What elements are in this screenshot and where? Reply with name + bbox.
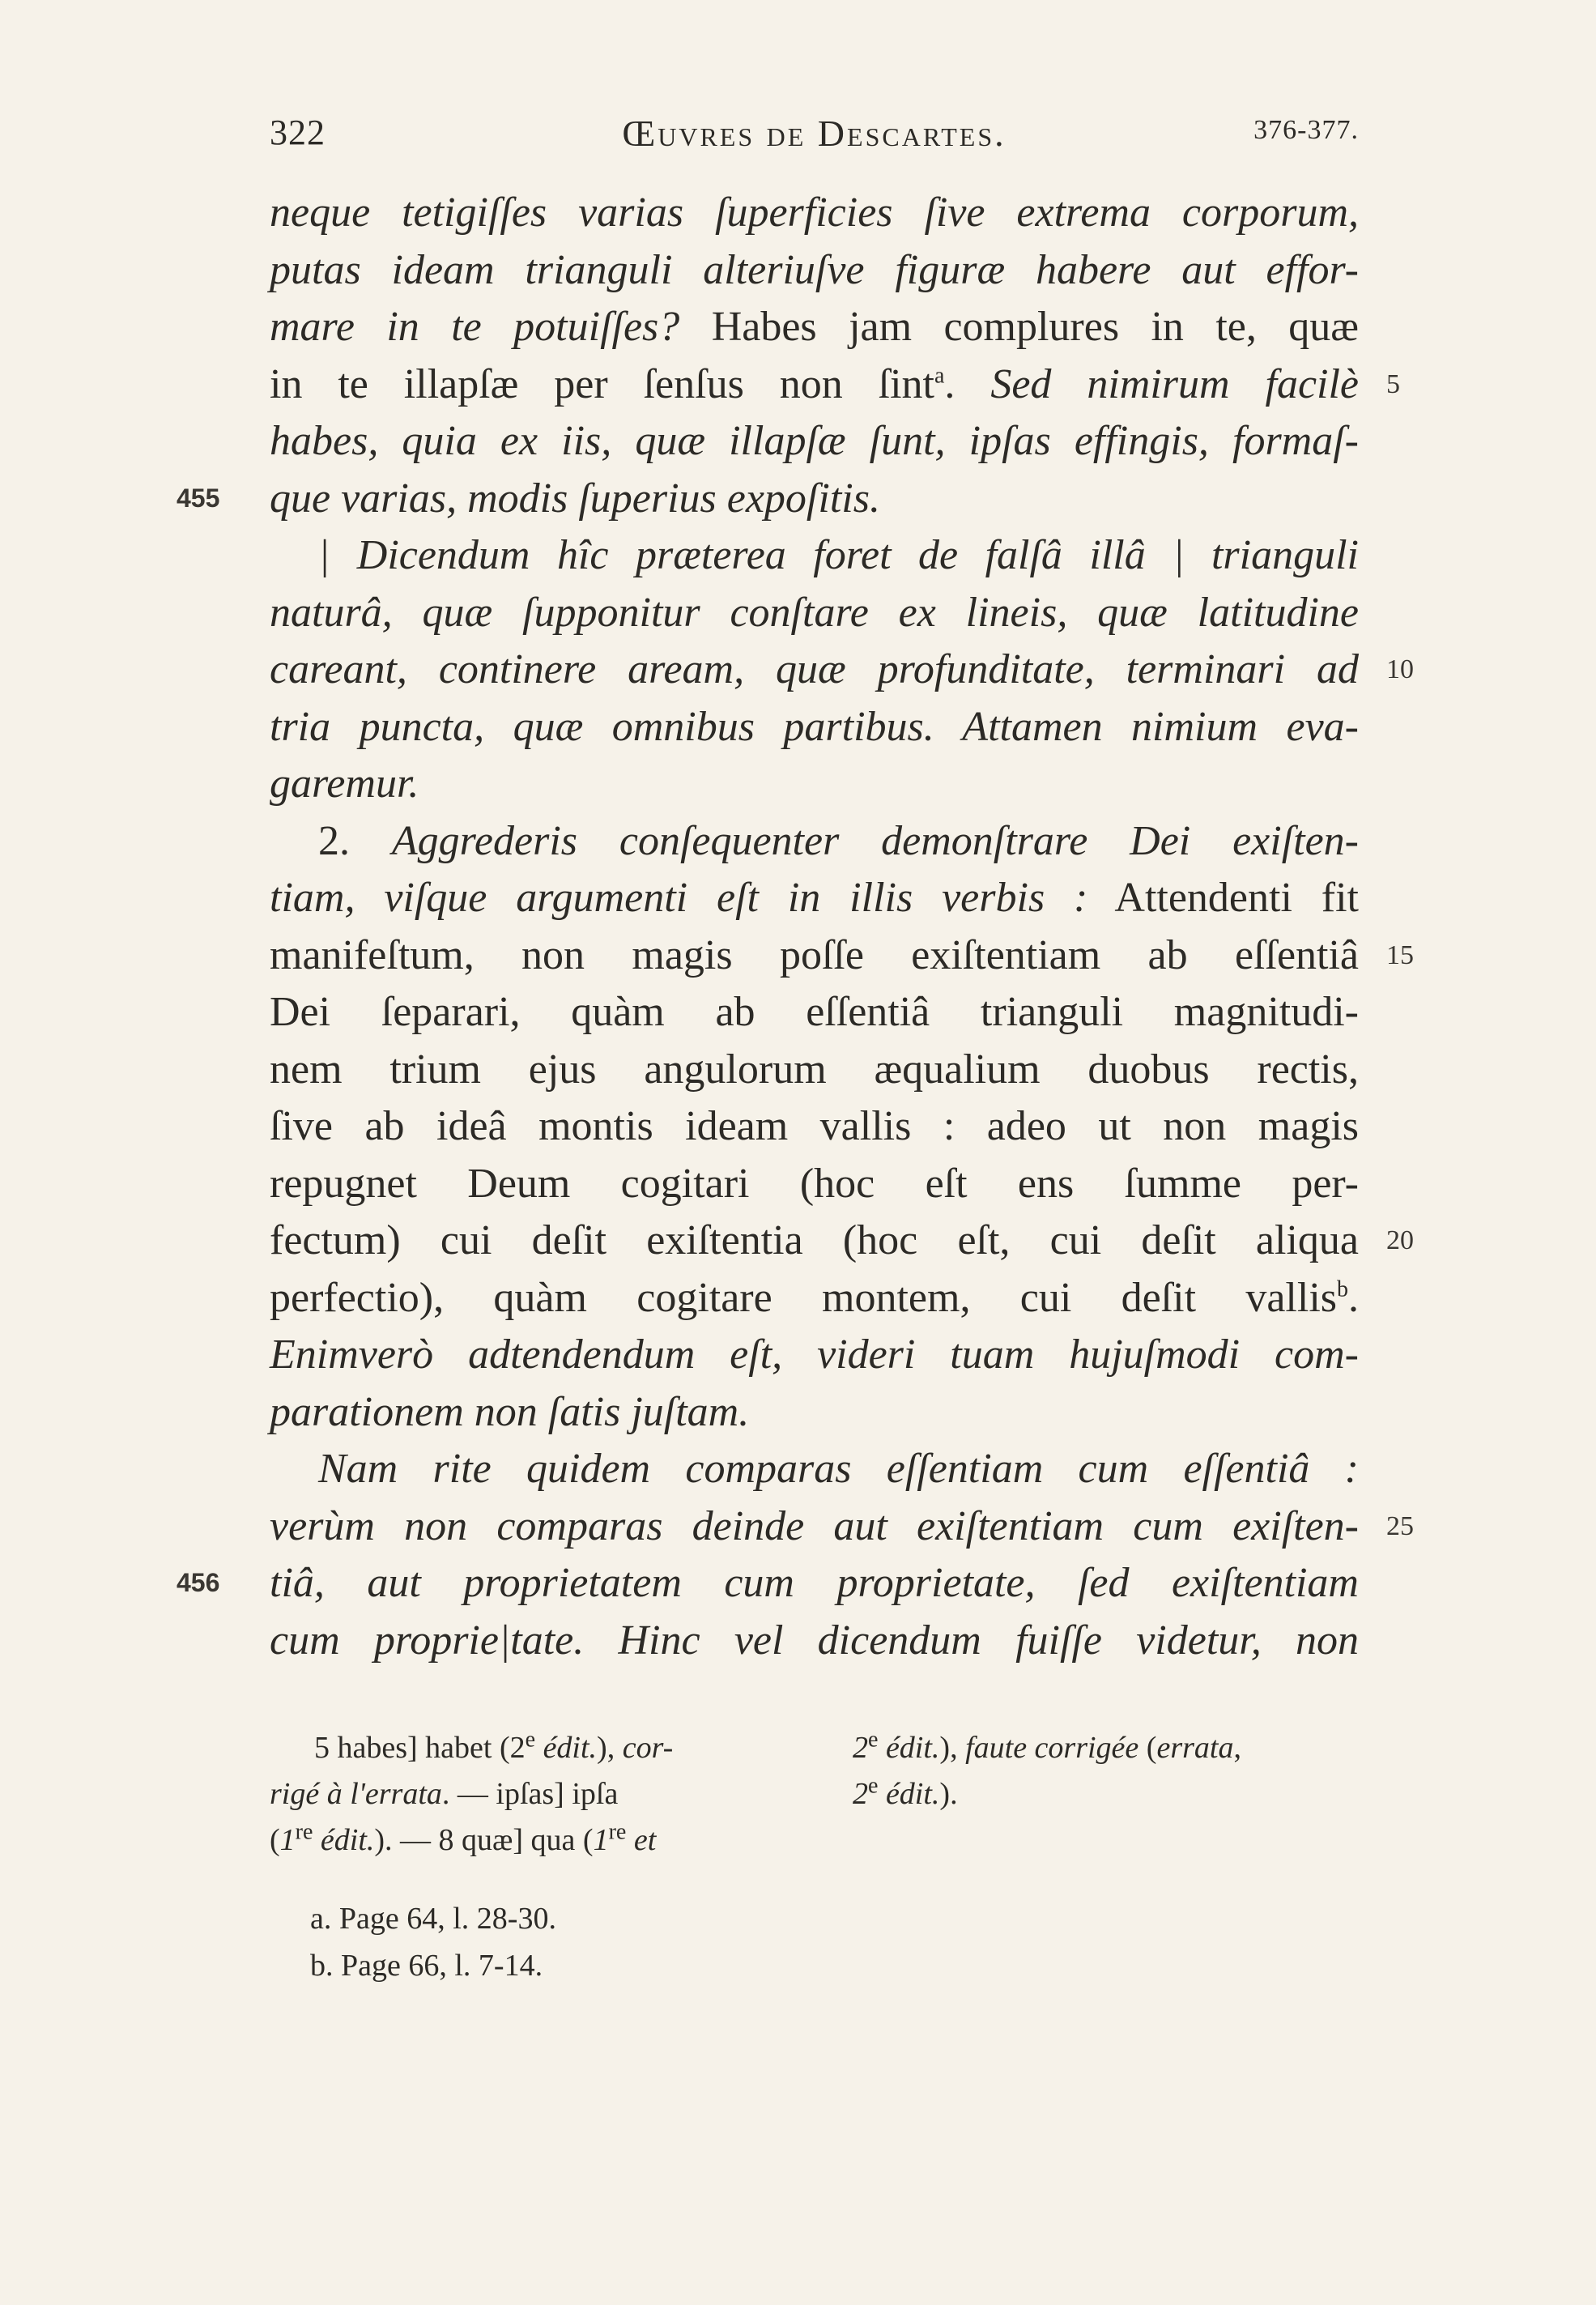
line-number: 15 xyxy=(1386,939,1414,970)
footnotes-left-column xyxy=(270,1725,796,1864)
text-segment: manifeſtum, non magis poſſe exiſtentiam ab eſſentiâ xyxy=(270,931,1359,978)
text-segment: 2. xyxy=(318,817,392,864)
text-line xyxy=(270,1098,1359,1156)
text-segment: in te illapſæ per ſenſus non ſint xyxy=(270,360,934,407)
original-page-number: 456 xyxy=(177,1568,220,1597)
text-segment: cum proprie|tate. Hinc vel dicendum fuiſſe videtur, non xyxy=(270,1617,1359,1664)
text-line xyxy=(270,756,1359,813)
page-header xyxy=(270,112,1359,160)
text-segment: neque tetigiſſes varias ſuperficies ſive extrema corporum, xyxy=(270,190,1359,236)
text-line xyxy=(270,1270,1359,1327)
footnote-line xyxy=(853,1725,1359,1771)
text-segment: putas ideam trianguli alteriuſve figuræ habere aut effor- xyxy=(270,246,1359,293)
text-segment: édit. xyxy=(535,1731,598,1765)
text-segment: garemur. xyxy=(270,761,419,807)
text-segment: 5 habes] habet (2 xyxy=(314,1731,526,1765)
line-number: 20 xyxy=(1386,1225,1414,1255)
line-number: 25 xyxy=(1386,1510,1414,1541)
text-segment: mare in te potuiſſes? xyxy=(270,304,680,350)
text-segment: perfectio), quàm cogitare montem, cui deſit vallis xyxy=(270,1274,1337,1321)
text-line xyxy=(270,585,1359,642)
reference-line: a. Page 64, l. 28-30. xyxy=(310,1902,556,1936)
text-segment: . xyxy=(944,360,991,407)
text-segment: nem trium ejus angulorum æqualium duobus rectis, xyxy=(270,1046,1359,1093)
footnote-line xyxy=(270,1771,796,1817)
text-segment: Sed nimirum facilè xyxy=(990,360,1359,407)
footnotes-right-column xyxy=(853,1725,1359,1817)
superscript: e xyxy=(525,1727,536,1753)
reference-line: b. Page 66, l. 7-14. xyxy=(310,1949,543,1983)
text-segment: ). — 8 quæ] qua ( xyxy=(374,1823,594,1857)
text-segment: tria puncta, quæ omnibus partibus. Attamen nimium eva- xyxy=(270,703,1359,750)
footnote-line xyxy=(270,1817,796,1864)
superscript: re xyxy=(608,1819,627,1845)
text-segment: fectum) cui deſit exiſtentia (hoc eſt, cui deſit aliqua xyxy=(270,1217,1359,1263)
text-segment: Dei ſeparari, quàm ab eſſentiâ trianguli magnitudi- xyxy=(270,989,1359,1035)
text-segment: ſive ab ideâ montis ideam vallis : adeo ut non magis xyxy=(270,1103,1359,1149)
text-segment: ). xyxy=(939,1777,958,1811)
text-segment: naturâ, quæ ſupponitur conſtare ex lineis, quæ latitudine xyxy=(270,589,1359,636)
text-line xyxy=(270,1613,1359,1670)
page-number: 322 xyxy=(270,113,326,152)
text-segment: 2 xyxy=(853,1731,868,1765)
footnote-line xyxy=(270,1725,796,1771)
line-number: 5 xyxy=(1386,369,1400,399)
text-segment: repugnet Deum cogitari (hoc eſt ens ſumme per- xyxy=(270,1160,1359,1207)
text-segment: ( xyxy=(270,1823,280,1857)
superscript: e xyxy=(868,1773,879,1799)
text-segment: Nam rite quidem comparas eſſentiam cum eſſentiâ : xyxy=(318,1446,1359,1492)
main-text xyxy=(270,185,1359,1669)
text-segment: . xyxy=(1348,1274,1359,1321)
text-segment: verùm non comparas deinde aut exiſtentiam cum exiſten- xyxy=(270,1502,1359,1549)
text-line xyxy=(270,1327,1359,1384)
text-line xyxy=(270,813,1359,871)
text-segment: ), xyxy=(939,1731,966,1765)
text-segment: faute corrigée xyxy=(965,1731,1139,1765)
source-references xyxy=(270,1895,998,1989)
text-segment: habes, quia ex iis, quæ illapſæ ſunt, ipſas effingis, formaſ- xyxy=(270,418,1359,464)
text-segment: , xyxy=(1233,1731,1241,1765)
text-segment: édit. xyxy=(878,1777,940,1811)
text-segment: ), xyxy=(597,1731,623,1765)
text-line xyxy=(270,870,1359,927)
text-line xyxy=(270,984,1359,1042)
text-line xyxy=(270,699,1359,756)
text-line xyxy=(270,1555,1359,1613)
text-segment: | Dicendum hîc præterea foret de falſâ illâ | trianguli xyxy=(318,532,1359,578)
text-segment: careant, continere aream, quæ profunditate, terminari ad xyxy=(270,646,1359,692)
text-line xyxy=(270,641,1359,699)
text-segment: errata xyxy=(1156,1731,1234,1765)
text-segment: Enimverò adtendendum eſt, videri tuam hujuſmodi com- xyxy=(270,1331,1359,1378)
text-line xyxy=(270,1441,1359,1498)
superscript: b xyxy=(1337,1276,1348,1302)
text-segment: et xyxy=(626,1823,657,1857)
text-segment: . — ipſas] ipſa xyxy=(441,1777,619,1811)
footnote-line xyxy=(853,1771,1359,1817)
text-line xyxy=(270,242,1359,300)
text-segment: 1 xyxy=(593,1823,609,1857)
text-segment: Aggrederis conſequenter demonſtrare Dei exiſten- xyxy=(391,817,1360,864)
text-segment: 1 xyxy=(279,1823,296,1857)
text-segment: cor- xyxy=(622,1731,674,1765)
running-title: Œuvres de Descartes. xyxy=(622,113,1007,154)
text-segment: rigé à l'errata xyxy=(270,1777,442,1811)
text-line xyxy=(270,185,1359,242)
text-line xyxy=(270,1212,1359,1270)
superscript: a xyxy=(934,363,945,389)
page-range: 376-377. xyxy=(1253,115,1359,145)
text-line xyxy=(270,1156,1359,1213)
superscript: re xyxy=(295,1819,313,1845)
text-segment: tiam, viſque argumenti eſt in illis verbis : xyxy=(270,875,1088,921)
text-line xyxy=(270,471,1359,528)
text-line xyxy=(270,356,1359,414)
text-line xyxy=(270,1498,1359,1556)
text-segment: que varias, modis ſuperius expoſitis. xyxy=(270,475,880,522)
line-number: 10 xyxy=(1386,654,1414,684)
text-segment: tiâ, aut proprietatem cum proprietate, ſed exiſtentiam xyxy=(270,1560,1359,1606)
text-segment: Attendenti fit xyxy=(1087,875,1360,921)
text-line xyxy=(270,527,1359,585)
text-segment: Habes jam complures in te, quæ xyxy=(679,304,1359,350)
text-segment: parationem non ſatis juſtam. xyxy=(270,1388,750,1435)
text-line xyxy=(270,1042,1359,1099)
superscript: e xyxy=(868,1727,879,1753)
original-page-number: 455 xyxy=(177,483,220,513)
text-segment: ( xyxy=(1138,1731,1157,1765)
text-line xyxy=(270,1384,1359,1442)
text-line xyxy=(270,413,1359,471)
text-line xyxy=(270,927,1359,985)
text-segment: 2 xyxy=(853,1777,868,1811)
text-line xyxy=(270,299,1359,356)
text-segment: édit. xyxy=(878,1731,940,1765)
text-segment: édit. xyxy=(313,1823,375,1857)
